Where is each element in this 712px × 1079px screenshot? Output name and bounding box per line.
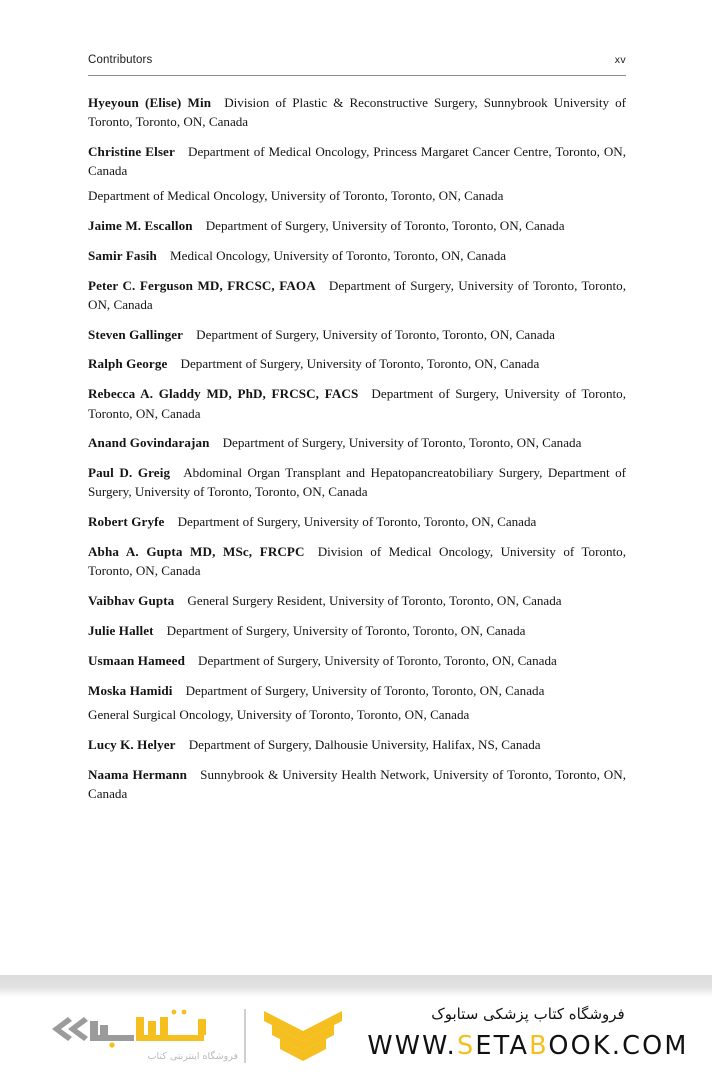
site-url-segment: ETA: [475, 1031, 530, 1061]
contributor-name: Christine Elser: [88, 144, 175, 160]
contributor-list: [88, 93, 626, 804]
site-url-segment: OOK.COM: [548, 1031, 689, 1061]
watermark-content: [0, 997, 712, 1079]
band-separator: [0, 975, 712, 997]
contributor-affiliation-secondary: General Surgical Oncology, University of Toronto, Toronto, ON, Canada: [88, 707, 470, 723]
contributor-name: Usmaan Hameed: [88, 652, 185, 668]
contributor-affiliation: Department of Surgery, University of Toronto, Toronto, ON, Canada: [198, 652, 557, 668]
contributor-entry: [88, 512, 626, 531]
contributor-name: Abha A. Gupta MD, MSc, FRCPC: [88, 544, 305, 560]
contributor-name: Paul D. Greig: [88, 465, 171, 481]
brand-tagline: فروشگاه اینترنتی کتاب: [147, 1051, 238, 1062]
contributor-entry: [88, 621, 626, 640]
contributor-entry: [88, 765, 626, 804]
brand-wordmark: [38, 1005, 238, 1051]
contributor-name: Naama Hermann: [88, 766, 188, 782]
contributor-entry: [88, 384, 626, 423]
contributor-name: Samir Fasih: [88, 247, 157, 263]
contributor-name: Rebecca A. Gladdy MD, PhD, FRCSC, FACS: [88, 386, 359, 402]
contributor-entry: [88, 463, 626, 502]
running-head-title: Contributors: [88, 54, 153, 66]
contributor-affiliation: Department of Surgery, University of Toronto, Toronto, ON, Canada: [88, 277, 626, 312]
contributor-entry: [88, 681, 626, 700]
contributor-name: Steven Gallinger: [88, 326, 184, 342]
contributor-name: Anand Govindarajan: [88, 435, 210, 451]
contributor-name: Julie Hallet: [88, 622, 154, 638]
contributor-affiliation: Department of Surgery, University of Toronto, Toronto, ON, Canada: [180, 356, 540, 372]
contributor-entry: [88, 216, 626, 235]
site-url-segment: S: [456, 1031, 476, 1061]
brand-site-info: [360, 1001, 696, 1075]
contributor-affiliation: Medical Oncology, University of Toronto, Toronto, ON, Canada: [169, 247, 507, 263]
contributor-name: Robert Gryfe: [88, 514, 165, 530]
brand-logo: [38, 1003, 338, 1075]
contributor-affiliation: Division of Plastic & Reconstructive Surgery, Sunnybrook University of Toronto, Toronto, ON, Canada: [88, 95, 626, 130]
contributor-entry: [88, 325, 626, 344]
chevron-down-icon: [260, 1009, 346, 1067]
header-rule: [88, 75, 626, 76]
contributor-affiliation: Department of Surgery, University of Toronto, Toronto, ON, Canada: [205, 217, 565, 233]
chevron-stack-icon: [260, 1009, 346, 1067]
contributor-affiliation: Department of Surgery, University of Toronto, Toronto, ON, Canada: [166, 622, 526, 638]
contributor-entry: [88, 542, 626, 581]
wordmark-glyphs: [38, 1005, 238, 1051]
contributor-affiliation: Department of Surgery, Dalhousie University, Halifax, NS, Canada: [188, 737, 541, 753]
contributor-name: Moska Hamidi: [88, 682, 173, 698]
page-number: xv: [614, 54, 626, 66]
contributor-entry: [88, 591, 626, 610]
watermark-band: [0, 975, 712, 1079]
contributor-affiliation: Department of Surgery, University of Toronto, Toronto, ON, Canada: [88, 386, 626, 421]
running-head: [88, 54, 626, 66]
contributor-entry: [88, 142, 626, 181]
contributor-affiliation: Department of Surgery, University of Toronto, Toronto, ON, Canada: [222, 435, 582, 451]
site-url-segment: WWW.: [367, 1031, 457, 1061]
contributor-entry: [88, 433, 626, 452]
contributor-affiliation-secondary: Department of Medical Oncology, University of Toronto, Toronto, ON, Canada: [88, 188, 504, 204]
contributor-entry: [88, 246, 626, 265]
logo-divider: [244, 1009, 246, 1063]
contributor-entry: [88, 93, 626, 132]
site-url-segment: B: [529, 1031, 549, 1061]
contributor-affiliation: Department of Surgery, University of Toronto, Toronto, ON, Canada: [196, 326, 555, 342]
contributor-name: Peter C. Ferguson MD, FRCSC, FAOA: [88, 277, 316, 293]
contributor-affiliation: Department of Surgery, University of Toronto, Toronto, ON, Canada: [185, 682, 545, 698]
contributor-affiliation: Department of Surgery, University of Toronto, Toronto, ON, Canada: [177, 514, 537, 530]
contributor-name: Jaime M. Escallon: [88, 217, 193, 233]
contributor-entry: [88, 276, 626, 315]
contributor-entry: [88, 651, 626, 670]
contributor-affiliation: General Surgery Resident, University of Toronto, Toronto, ON, Canada: [187, 593, 562, 609]
contributor-entry: [88, 735, 626, 754]
contributor-name: Vaibhav Gupta: [88, 593, 175, 609]
contributor-name: Lucy K. Helyer: [88, 737, 176, 753]
contributor-name: Ralph George: [88, 356, 168, 372]
site-url: [360, 1029, 696, 1063]
contributor-name: Hyeyoun (Elise) Min: [88, 95, 212, 110]
site-tagline: فروشگاه کتاب پزشکی ستابوک: [431, 1005, 625, 1023]
contributor-entry: [88, 354, 626, 373]
contributor-affiliation: Sunnybrook & University Health Network, University of Toronto, Toronto, ON, Canada: [88, 766, 626, 802]
contributor-affiliation: Department of Medical Oncology, Princess Margaret Cancer Centre, Toronto, ON, Canada: [88, 144, 627, 179]
contributor-affiliation: Abdominal Organ Transplant and Hepatopancreatobiliary Surgery, Department of Surgery, University of Toronto, Toronto, ON, Canada: [88, 465, 626, 500]
contributor-affiliation: Division of Medical Oncology, University of Toronto, Toronto, ON, Canada: [88, 544, 627, 579]
